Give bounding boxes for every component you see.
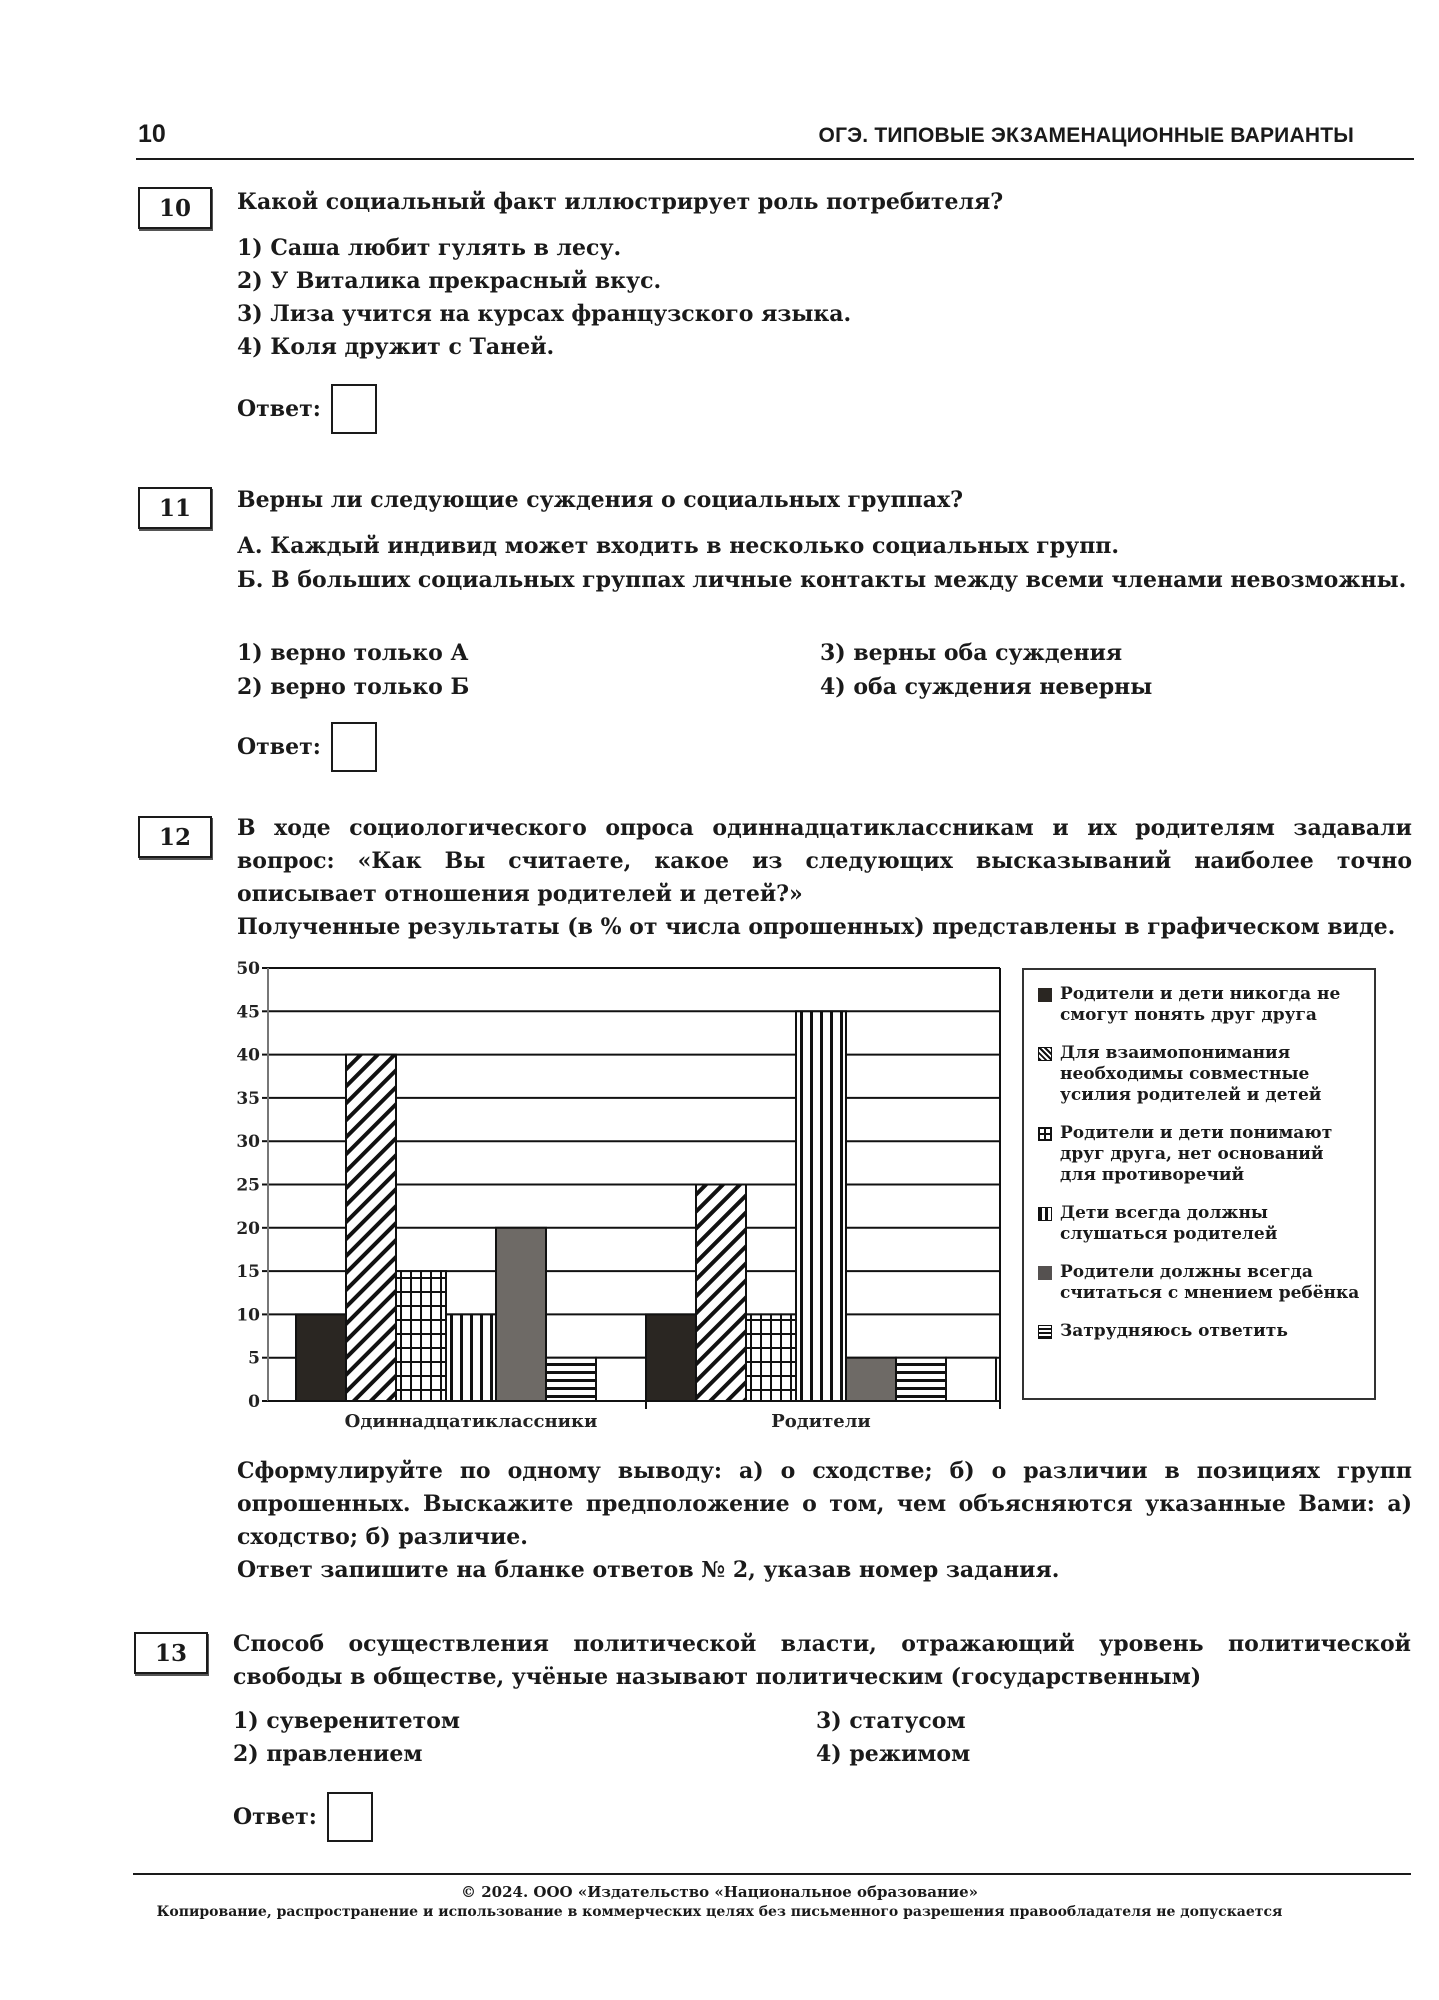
horizontal-swatch-icon [1038, 1325, 1052, 1339]
bar-1-3 [796, 1011, 846, 1401]
legend-label: Дети всегда должны слушаться родителей [1060, 1203, 1278, 1244]
bar-1-1 [696, 1185, 746, 1402]
solid-black-swatch-icon [1038, 988, 1052, 1002]
question-12-results-note: Полученные результаты (в % от числа опрошенных) представлены в графическом виде. [237, 914, 1396, 940]
svg-text:20: 20 [236, 1218, 260, 1239]
bar-chart [220, 955, 1010, 1435]
legend-label: Родители и дети никогда не смогут понять друг друга [1060, 984, 1341, 1025]
legend-label: Родители должны всегда считаться с мнением ребёнка [1060, 1262, 1360, 1303]
svg-text:30: 30 [236, 1132, 260, 1153]
question-number-box-10: 10 [138, 187, 212, 229]
question-12-task: Сформулируйте по одному выводу: а) о сходстве; б) о различии в позициях групп опрошенных. Выскажите предположение о том, чем объясняются указанные Вами: а) сходство; б) различие. [237, 1458, 1412, 1550]
bar-0-1 [346, 1055, 396, 1401]
q11-statement-a: А. Каждый индивид может входить в несколько социальных групп. [237, 533, 1120, 559]
footer-divider [133, 1873, 1411, 1875]
svg-text:25: 25 [236, 1175, 260, 1196]
legend-item [1038, 1203, 1364, 1245]
bar-1-5 [896, 1358, 946, 1401]
header-divider [136, 158, 1414, 160]
svg-text:50: 50 [236, 959, 260, 979]
question-number-box-13: 13 [134, 1632, 208, 1674]
q10-option-4: 4) Коля дружит с Таней. [237, 334, 555, 360]
q11-statement-b: Б. В больших социальных группах личные контакты между всеми членами невозможны. [237, 567, 1407, 593]
legend-item [1038, 1043, 1364, 1106]
bar-1-2 [746, 1314, 796, 1401]
q10-option-1: 1) Саша любит гулять в лесу. [237, 235, 622, 261]
question-11-text: Верны ли следующие суждения о социальных группах? [237, 487, 963, 513]
question-13-text: Способ осуществления политической власти, отражающий уровень политической свободы в обществе, учёные называют политическим (государственным) [233, 1631, 1411, 1690]
q11-answer [237, 722, 377, 772]
svg-text:10: 10 [236, 1305, 260, 1326]
legend-label: Затрудняюсь ответить [1060, 1321, 1288, 1341]
chart-legend [1022, 968, 1376, 1400]
bar-0-6 [596, 1358, 646, 1401]
q11-option-1: 1) верно только А [237, 640, 469, 666]
q13-option-2: 2) правлением [233, 1741, 423, 1767]
question-number-box-11: 11 [138, 487, 212, 529]
solid-gray-swatch-icon [1038, 1266, 1052, 1280]
q10-answer [237, 384, 377, 434]
page-header-title: ОГЭ. ТИПОВЫЕ ЭКЗАМЕНАЦИОННЫЕ ВАРИАНТЫ [818, 124, 1354, 147]
question-number-box-12: 12 [138, 816, 212, 858]
q11-option-2: 2) верно только Б [237, 674, 470, 700]
page-number: 10 [138, 120, 166, 148]
svg-text:40: 40 [236, 1045, 260, 1066]
legend-label: Родители и дети понимают друг друга, нет оснований для противоречий [1060, 1123, 1333, 1185]
bar-1-6 [946, 1358, 996, 1401]
bar-1-0 [646, 1314, 696, 1401]
footer-copyright: © 2024. ООО «Издательство «Национальное образование» [461, 1883, 978, 1901]
grid-swatch-icon [1038, 1127, 1052, 1141]
svg-text:45: 45 [236, 1002, 260, 1023]
svg-text:5: 5 [248, 1348, 260, 1369]
svg-text:35: 35 [236, 1088, 260, 1109]
question-12-intro: В ходе социологического опроса одиннадцатиклассникам и их родителям задавали вопрос: «Как Вы считаете, какое из следующих высказываний наиболее точно описывает отношения родителей и детей?» [237, 815, 1412, 907]
q13-option-3: 3) статусом [816, 1708, 966, 1734]
bar-0-3 [446, 1314, 496, 1401]
q11-option-4: 4) оба суждения неверны [820, 674, 1153, 700]
legend-label: Для взаимопонимания необходимы совместные усилия родителей и детей [1060, 1043, 1322, 1105]
q11-option-3: 3) верны оба суждения [820, 640, 1123, 666]
bar-0-0 [296, 1314, 346, 1401]
legend-item [1038, 1123, 1364, 1186]
q10-option-2: 2) У Виталика прекрасный вкус. [237, 268, 662, 294]
legend-item [1038, 1321, 1364, 1342]
q13-option-1: 1) суверенитетом [233, 1708, 460, 1734]
bar-0-5 [546, 1358, 596, 1401]
answer-label: Ответ: [237, 396, 321, 422]
footer-notice: Копирование, распространение и использование в коммерческих целях без письменного разрешения правообладателя не допускается [156, 1904, 1283, 1920]
answer-label: Ответ: [237, 734, 321, 760]
bar-chart-svg [220, 955, 1010, 1435]
question-10-text: Какой социальный факт иллюстрирует роль потребителя? [237, 189, 1004, 215]
answer-input-box[interactable] [331, 384, 377, 434]
diagonal-swatch-icon [1038, 1047, 1052, 1061]
svg-text:0: 0 [248, 1392, 260, 1412]
question-12-instruction: Ответ запишите на бланке ответов № 2, указав номер задания. [237, 1557, 1060, 1583]
svg-text:15: 15 [236, 1262, 260, 1283]
answer-input-box[interactable] [327, 1792, 373, 1842]
legend-item [1038, 1262, 1364, 1304]
q10-option-3: 3) Лиза учится на курсах французского языка. [237, 301, 852, 327]
bar-1-4 [846, 1358, 896, 1401]
legend-item [1038, 984, 1364, 1026]
q13-option-4: 4) режимом [816, 1741, 971, 1767]
bar-0-4 [496, 1228, 546, 1401]
bar-0-2 [396, 1271, 446, 1401]
x-category-label: Родители [771, 1411, 871, 1432]
answer-label: Ответ: [233, 1804, 317, 1830]
x-category-label: Одиннадцатиклассники [344, 1411, 598, 1432]
answer-input-box[interactable] [331, 722, 377, 772]
vertical-swatch-icon [1038, 1207, 1052, 1221]
q13-answer [233, 1792, 373, 1842]
